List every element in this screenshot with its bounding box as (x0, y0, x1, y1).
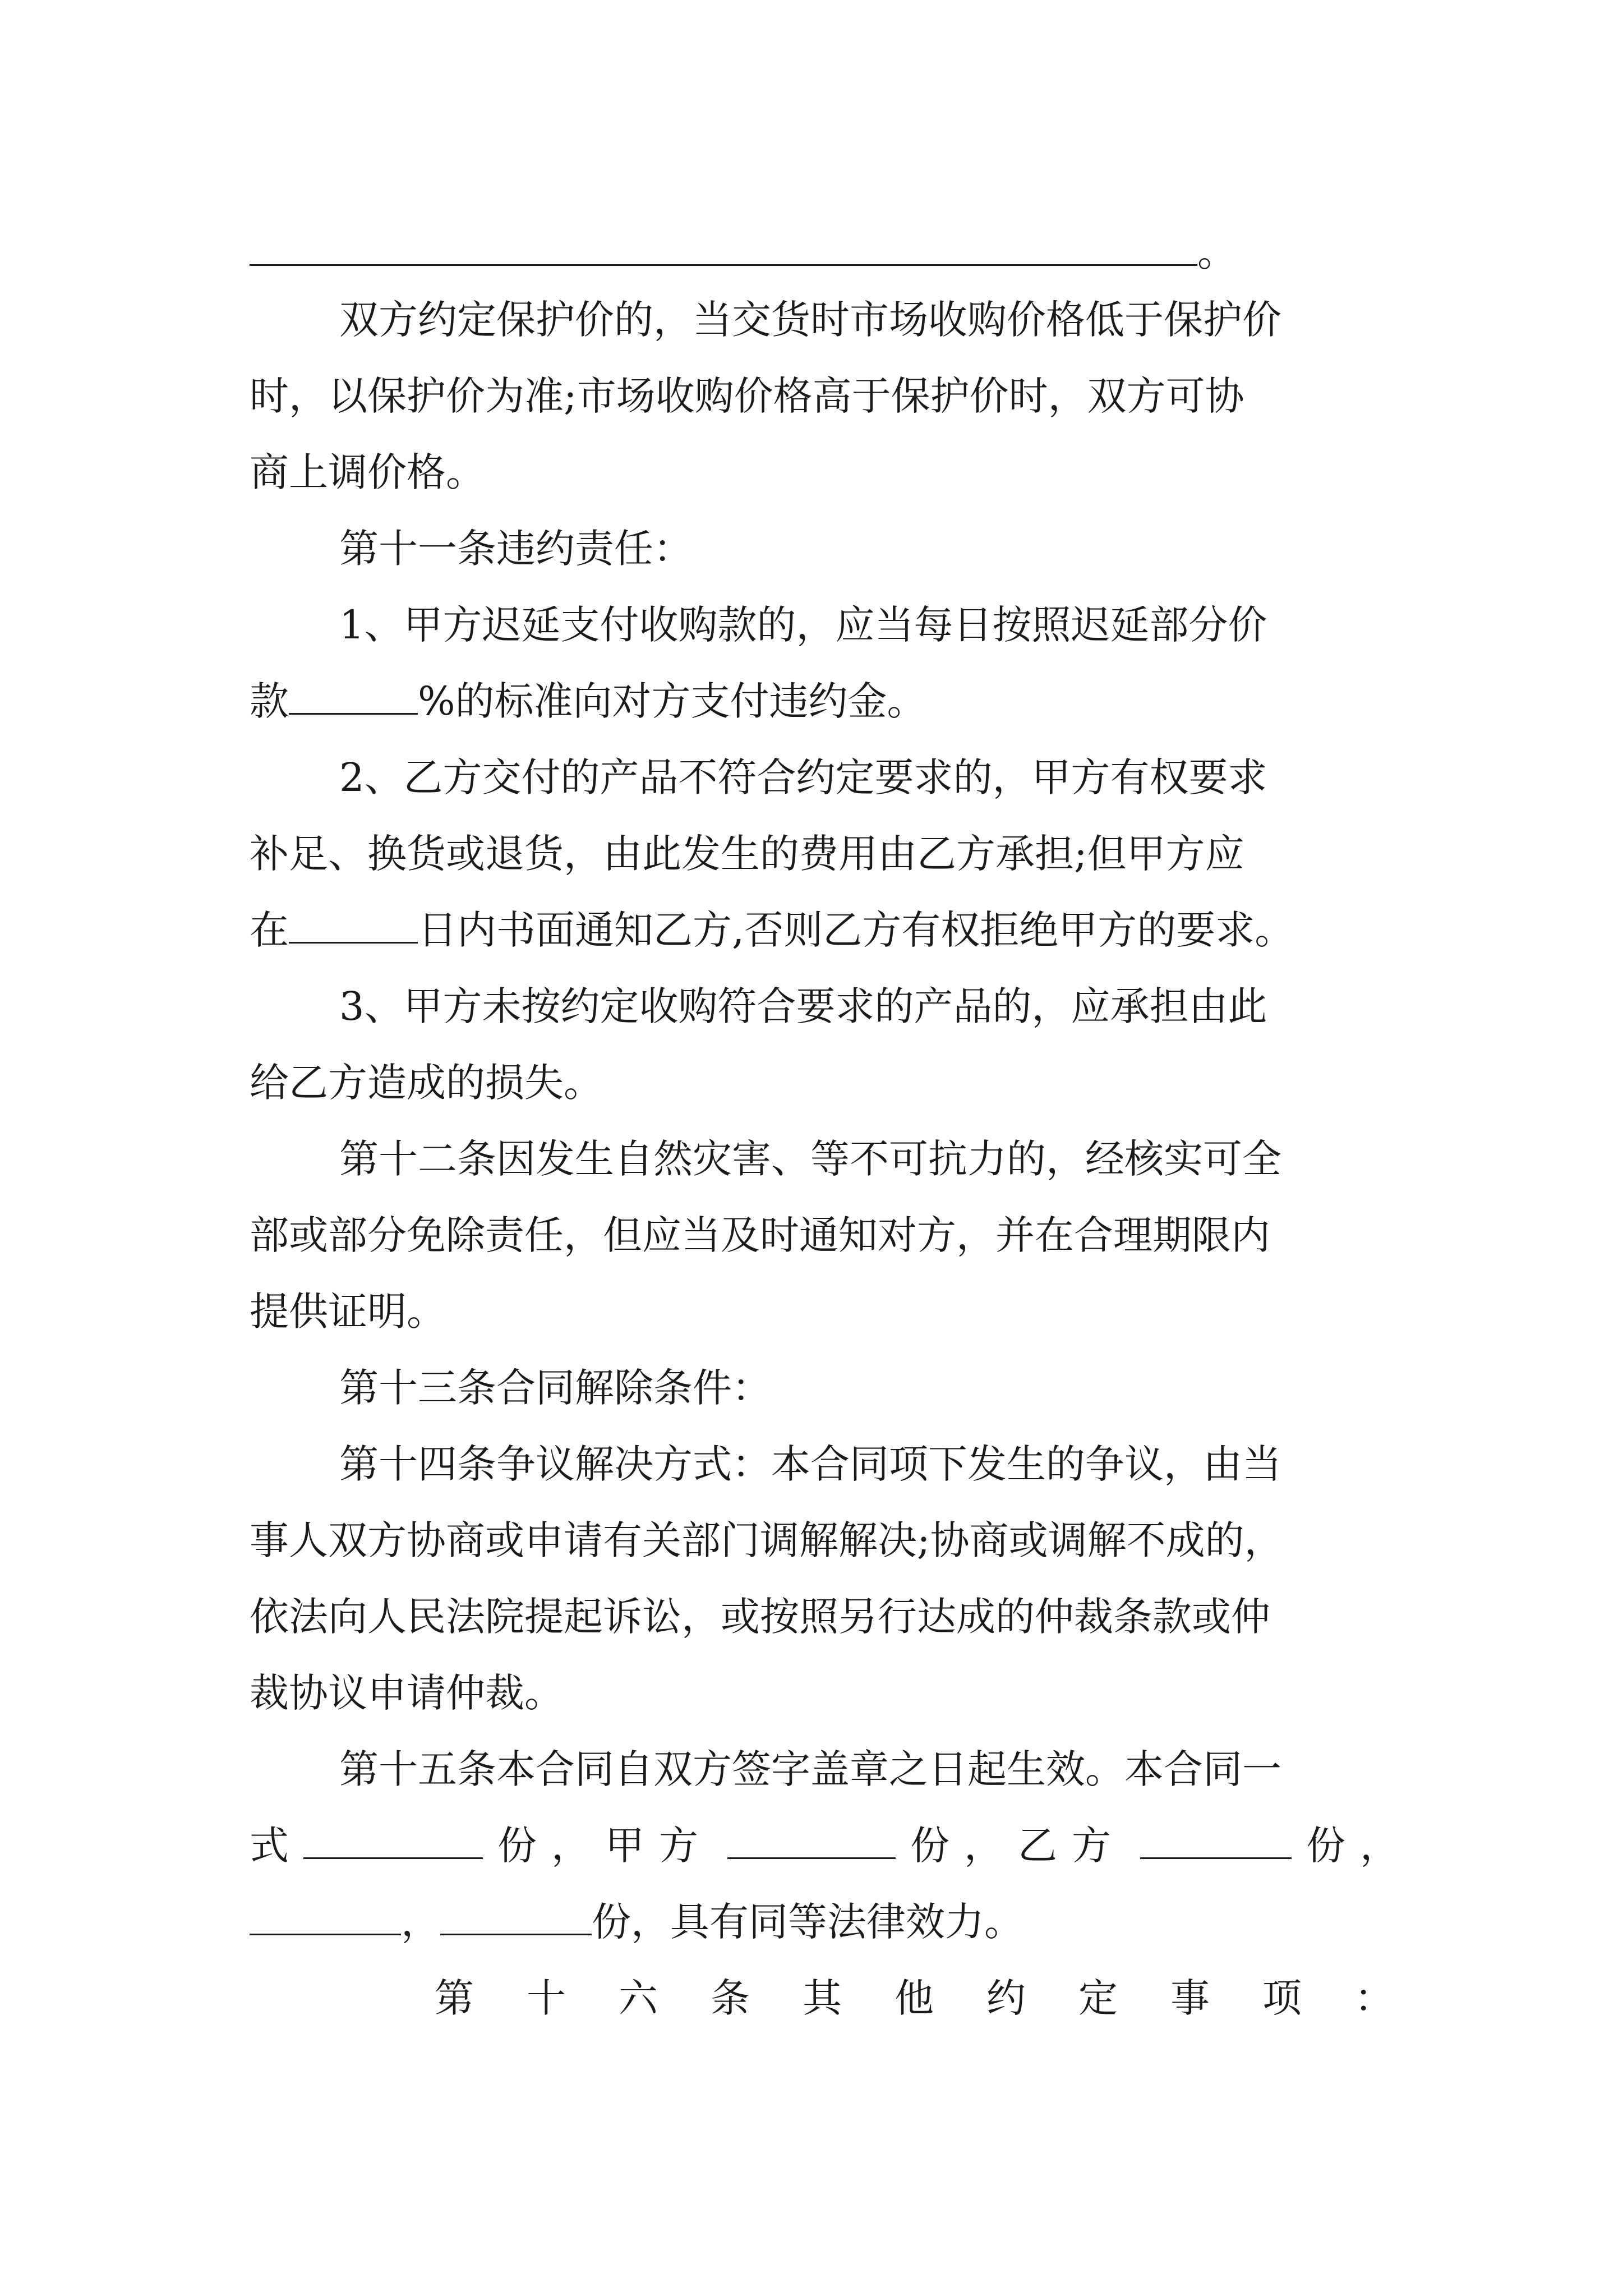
fill-in-blank (250, 229, 1197, 266)
fill-in-blank (303, 1823, 483, 1859)
section-heading (339, 1360, 771, 1416)
text-segment: 3、甲方未按约定收购符合要求的产品的，应承担由此 (339, 983, 1267, 1029)
text-segment: 部或部分免除责任，但应当及时通知对方，并在合理期限内 (250, 1212, 1270, 1258)
text-segment: 第十五条本合同自双方签字盖章之日起生效。本合同一 (339, 1746, 1281, 1792)
section-heading (339, 521, 693, 577)
text-line (250, 368, 1244, 424)
text-segment: 2、乙方交付的产品不符合约定要求的，甲方有权要求 (339, 754, 1267, 800)
text-segment: %的标准向对方支付违约金。 (418, 678, 926, 724)
text-segment: 第十四条争议解决方式：本合同项下发生的争议，由当 (339, 1441, 1281, 1487)
text-segment: 双方约定保护价的，当交货时市场收购价格低于保护价 (339, 297, 1281, 343)
text-segment: 份，具有同等法律效力。 (592, 1899, 1023, 1945)
text-line (250, 1283, 446, 1340)
text-line (250, 826, 1244, 882)
text-segment: 日内书面通知乙方,否则乙方有权拒绝甲方的要求。 (418, 907, 1294, 953)
text-segment: ， (401, 1899, 440, 1945)
text-line (339, 978, 1267, 1034)
text-line (250, 1818, 1414, 1874)
text-line (250, 224, 1237, 280)
text-segment: 时，以保护价为准;市场收购价格高于保护价时，双方可协 (250, 373, 1244, 419)
text-line (339, 292, 1281, 348)
text-line (250, 1589, 1270, 1645)
text-segment: 第十二条因发生自然灾害、等不可抗力的，经核实可全 (339, 1136, 1281, 1182)
text-segment: 式 (250, 1823, 289, 1869)
text-line (250, 1665, 564, 1721)
text-segment: 给乙方造成的损失。 (250, 1060, 603, 1106)
text-segment: 第十一条违约责任： (339, 526, 693, 572)
text-line (339, 1131, 1281, 1187)
text-segment: 份，甲方 (497, 1823, 713, 1869)
text-segment: 。 (1197, 229, 1237, 275)
text-segment: 份， (1306, 1823, 1414, 1869)
text-segment: 商上调价格。 (250, 449, 485, 495)
text-segment: 依法向人民法院提起诉讼，或按照另行达成的仲裁条款或仲 (250, 1594, 1270, 1640)
text-line (339, 1741, 1281, 1797)
text-segment: 份，乙方 (910, 1823, 1126, 1869)
text-line (250, 1894, 1023, 1950)
text-line (250, 1512, 1284, 1568)
text-line (339, 597, 1267, 653)
text-line (339, 749, 1267, 806)
text-segment: 提供证明。 (250, 1289, 446, 1335)
text-line (250, 673, 926, 729)
text-segment: 事人双方协商或申请有关部门调解解决;协商或调解不成的， (250, 1517, 1284, 1563)
text-segment: 第十六条其他约定事项： (435, 1975, 1446, 2021)
fill-in-blank (289, 907, 418, 944)
text-line (250, 902, 1294, 958)
text-segment: 裁协议申请仲裁。 (250, 1670, 564, 1716)
fill-in-blank (289, 678, 418, 715)
text-segment: 在 (250, 907, 289, 953)
section-heading (435, 1970, 1446, 2026)
fill-in-blank (1140, 1823, 1292, 1859)
text-line (250, 1055, 603, 1111)
text-line (339, 1436, 1281, 1492)
text-segment: 补足、换货或退货，由此发生的费用由乙方承担;但甲方应 (250, 831, 1244, 877)
text-line (250, 444, 485, 500)
fill-in-blank (440, 1899, 592, 1935)
text-line (250, 1207, 1270, 1263)
fill-in-blank (727, 1823, 896, 1859)
text-segment: 1、甲方迟延支付收购款的，应当每日按照迟延部分价 (339, 602, 1267, 648)
text-segment: 第十三条合同解除条件： (339, 1365, 771, 1411)
fill-in-blank (250, 1899, 401, 1935)
text-segment: 款 (250, 678, 289, 724)
